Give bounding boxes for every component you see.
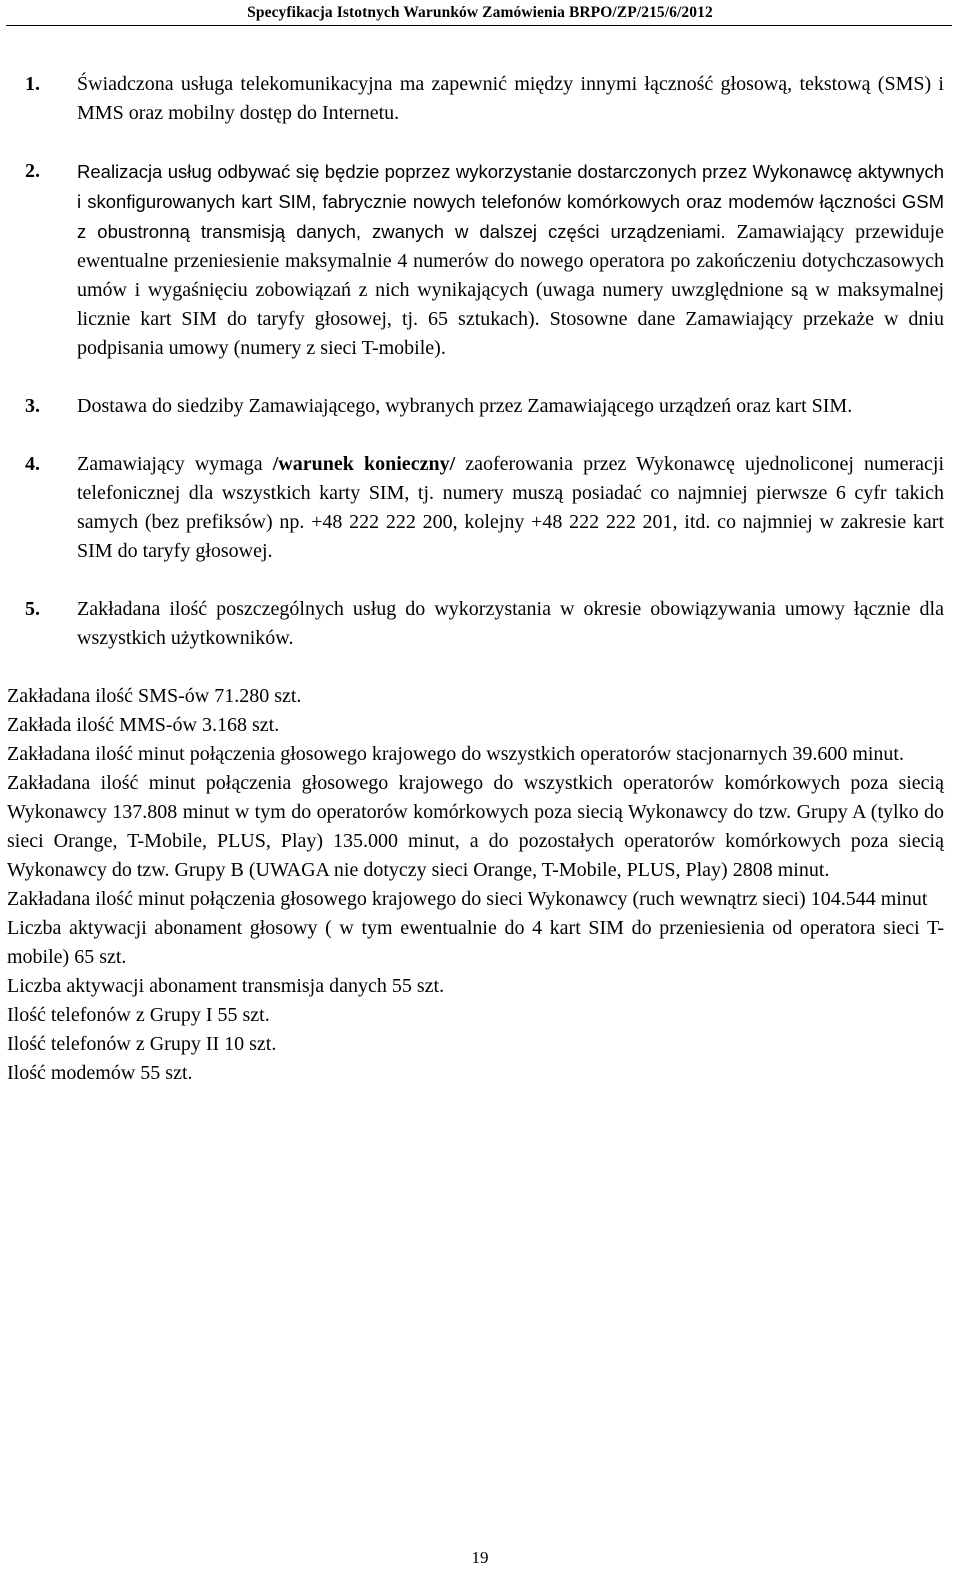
list-item-text: Zakładana ilość poszczególnych usług do wykorzystania w okresie obowiązywania umowy łącznie dla wszystkich użytkowników. — [77, 598, 944, 649]
quantity-data-activations: Liczba aktywacji abonament transmisja danych 55 szt. — [7, 975, 445, 997]
list-item-5 — [7, 595, 944, 653]
quantity-phones-group-2: Ilość telefonów z Grupy II 10 szt. — [7, 1033, 277, 1055]
document-body — [7, 70, 944, 1088]
page-number: 19 — [471, 1548, 489, 1567]
list-number: 1. — [25, 73, 40, 95]
quantities-block — [7, 682, 944, 1088]
quantity-phones-group-1: Ilość telefonów z Grupy I 55 szt. — [7, 1004, 270, 1026]
list-item-text-after: zaoferowania przez Wykonawcę ujednoliconej numeracji telefonicznej dla wszystkich karty SIM, tj. numery muszą posiadać co najmniej pierwsze 6 cyfr takich samych (bez prefiksów) np. +48 222 222 200, kolejny +48 222 222 201, itd. co najmniej w zakresie kart SIM do taryfy głosowej. — [77, 453, 945, 562]
quantity-mms: Zakłada ilość MMS-ów 3.168 szt. — [7, 714, 280, 736]
list-number: 4. — [25, 453, 40, 475]
list-item-text: Świadczona usługa telekomunikacyjna ma zapewnić między innymi łączność głosową, tekstową (SMS) i MMS oraz mobilny dostęp do Internetu. — [77, 73, 944, 124]
list-item-text-before: Zamawiający wymaga — [77, 453, 273, 475]
document-header: Specyfikacja Istotnych Warunków Zamówienia BRPO/ZP/215/6/2012 — [247, 4, 713, 21]
requirement-emphasis: /warunek konieczny/ — [272, 453, 456, 475]
list-item-1 — [7, 70, 944, 128]
list-item-4 — [7, 450, 944, 566]
quantity-mobile-minutes: Zakładana ilość minut połączenia głosowego krajowego do wszystkich operatorów komórkowych poza siecią Wykonawcy 137.808 minut w tym do operatorów komórkowych poza siecią Wykonawcy do tzw. Grupy A (tylko do sieci Orange, T-Mobile, PLUS, Play) 135.000 minut, a do pozostałych operatorów komórkowych poza siecią Wykonawcy do tzw. Grupy B (UWAGA nie dotyczy sieci Orange, T-Mobile, PLUS, Play) 2808 minut. — [7, 772, 944, 881]
quantity-sms: Zakładana ilość SMS-ów 71.280 szt. — [7, 685, 302, 707]
quantity-voice-activations: Liczba aktywacji abonament głosowy ( w tym ewentualnie do 4 kart SIM do przeniesienia od operatora sieci T-mobile) 65 szt. — [7, 917, 944, 968]
list-item-2 — [7, 157, 944, 363]
list-number: 5. — [25, 598, 40, 620]
header-rule — [6, 25, 952, 26]
list-item-text-sans: Realizacja usług odbywać się będzie poprzez wykorzystanie dostarczonych przez Wykonawcę aktywnych i skonfigurowanych kart SIM, fabrycznie nowych telefonów komórkowych oraz modemów łączności GSM z obustronną transmisją danych, zwanych w dalszej części urządzeniami. — [77, 161, 944, 242]
list-item-text: Zamawiający przewiduje ewentualne przeniesienie maksymalnie 4 numerów do nowego operatora po zakończeniu dotychczasowych umów i wygaśnięciu zobowiązań z nich wynikających (uwaga numery uwzględnione są w maksymalnej licznie kart SIM do taryfy głosowej, tj. 65 sztukach). Stosowne dane Zamawiający przekaże w dniu podpisania umowy (numery z sieci T-mobile). — [77, 221, 944, 359]
list-number: 3. — [25, 395, 40, 417]
quantity-in-network-minutes: Zakładana ilość minut połączenia głosowego krajowego do sieci Wykonawcy (ruch wewnątrz sieci) 104.544 minut — [7, 888, 928, 910]
list-item-3 — [7, 392, 944, 421]
list-item-text: Dostawa do siedziby Zamawiającego, wybranych przez Zamawiającego urządzeń oraz kart SIM. — [77, 395, 853, 417]
quantity-landline-minutes: Zakładana ilość minut połączenia głosowego krajowego do wszystkich operatorów stacjonarnych 39.600 minut. — [7, 743, 904, 765]
quantity-modems: Ilość modemów 55 szt. — [7, 1062, 193, 1084]
list-number: 2. — [25, 160, 40, 182]
